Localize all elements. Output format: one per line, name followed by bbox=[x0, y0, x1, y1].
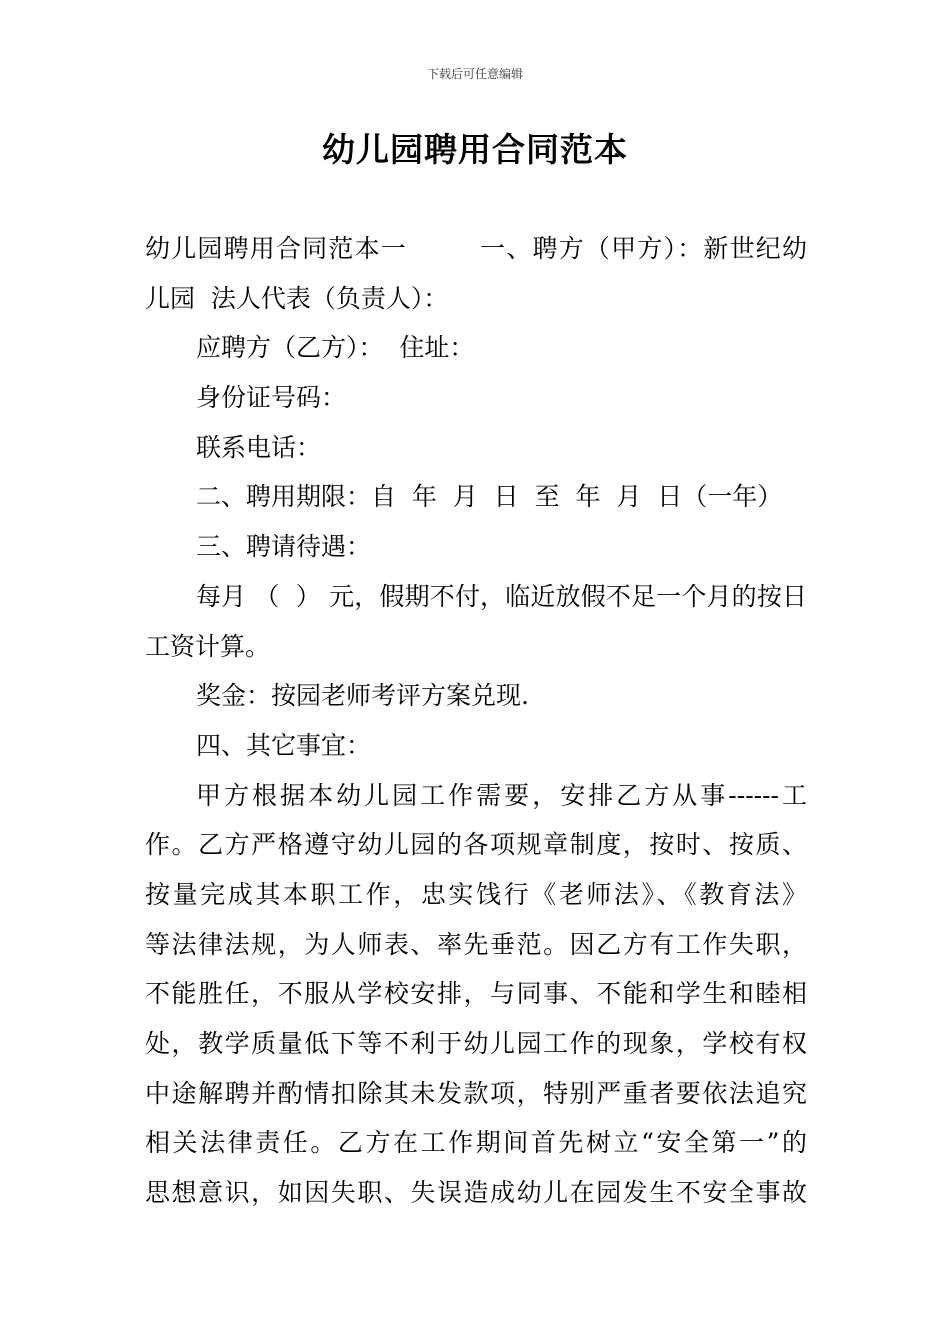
text-line: 相关法律责任。乙方在工作期间首先树立“安全第一”的 bbox=[145, 1128, 807, 1158]
text-line: 身份证号码： bbox=[196, 383, 347, 413]
text-line: 不能胜任，不服从学校安排，与同事、不能和学生和睦相 bbox=[145, 979, 807, 1009]
text-line: 甲方根据本幼儿园工作需要，安排乙方从事------工 bbox=[196, 780, 807, 810]
text-line: 每月 （ ） 元，假期不付，临近放假不足一个月的按日 bbox=[196, 581, 807, 611]
text-line: 中途解聘并酌情扣除其未发款项，特别严重者要依法追究 bbox=[145, 1078, 807, 1108]
document-title: 幼儿园聘用合同范本 bbox=[322, 130, 628, 169]
text-line: 应聘方（乙方）： 住址： bbox=[196, 333, 475, 363]
text-line: 二、聘用期限：自 年 月 日 至 年 月 日（一年） bbox=[196, 482, 783, 512]
text-line: 作。乙方严格遵守幼儿园的各项规章制度，按时、按质、 bbox=[145, 830, 807, 860]
text-line: 奖金：按园老师考评方案兑现. bbox=[196, 681, 529, 711]
text-line: 等法律法规，为人师表、率先垂范。因乙方有工作失职， bbox=[145, 929, 807, 959]
text-line: 思想意识，如因失职、失误造成幼儿在园发生不安全事故 bbox=[145, 1178, 807, 1208]
text-line: 工资计算。 bbox=[145, 631, 271, 661]
header-note: 下载后可任意编辑 bbox=[426, 67, 523, 81]
text-line: 四、其它事宜： bbox=[196, 730, 372, 760]
text-line: 儿园 法人代表（负责人）： bbox=[145, 283, 449, 313]
text-line: 幼儿园聘用合同范本一 一、聘方（甲方）：新世纪幼 bbox=[145, 234, 807, 263]
text-line: 按量完成其本职工作，忠实饯行《老师法》、《教育法》 bbox=[145, 879, 807, 909]
contract-body bbox=[145, 224, 807, 1218]
text-line: 联系电话： bbox=[196, 432, 322, 462]
text-line: 处，教学质量低下等不利于幼儿园工作的现象，学校有权 bbox=[145, 1029, 807, 1058]
text-line: 三、聘请待遇： bbox=[196, 532, 372, 562]
